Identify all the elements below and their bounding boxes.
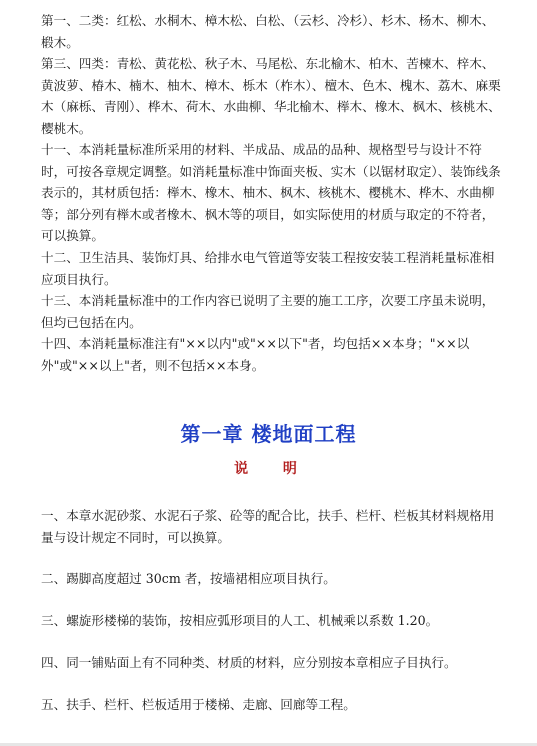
- chapter-title: 第一章 楼地面工程: [180, 422, 357, 446]
- paragraph-item-11: 十一、本消耗量标准所采用的材料、半成品、成品的品种、规格型号与设计不符时，可按各章规定调整。如消耗量标准中饰面夹板、实木（以锯材取定）、装饰线条表示的，其材质包括：榉木、橡木、柚木、枫木、核桃木、樱桃木、桦木、水曲柳等；部分列有榉木或者橡木、枫木等的项目，如实际使用的材质与取定的不符者，可以换算。: [41, 142, 501, 243]
- paragraph-wood-class-3-4: 第三、四类：青松、黄花松、秋子木、马尾松、东北榆木、柏木、苦楝木、梓木、黄波萝、椿木、楠木、柚木、樟木、栎木（柞木）、檀木、色木、槐木、荔木、麻栗木（麻栎、青刚）、桦木、荷木、水曲柳、华北榆木、榉木、橡木、枫木、核桃木、樱桃木。: [41, 56, 501, 136]
- paragraph-item-14: 十四、本消耗量标准注有"××以内"或"××以下"者，均包括××本身；"××以外"或"××以上"者，则不包括××本身。: [41, 336, 470, 373]
- paragraph-chapter1-item-1: 一、本章水泥砂浆、水泥石子浆、砼等的配合比，扶手、栏杆、栏板其材料规格用量与设计规定不同时，可以换算。: [41, 508, 495, 545]
- paragraph-chapter1-item-2: 二、踢脚高度超过 30cm 者，按墙裙相应项目执行。: [41, 571, 336, 586]
- paragraph-chapter1-item-5: 五、扶手、栏杆、栏板适用于楼梯、走廊、回廊等工程。: [41, 697, 356, 712]
- paragraph-chapter1-item-4: 四、同一铺贴面上有不同种类、材质的材料，应分别按本章相应子目执行。: [41, 655, 457, 670]
- paragraph-wood-class-1-2: 第一、二类：红松、水桐木、樟木松、白松、（云杉、冷杉）、杉木、杨木、柳木、椴木。: [41, 13, 495, 50]
- paragraph-chapter1-item-3: 三、螺旋形楼梯的装饰，按相应弧形项目的人工、机械乘以系数 1.20。: [41, 613, 439, 628]
- section-title: 说 明: [234, 461, 303, 477]
- paragraph-item-12: 十二、卫生洁具、装饰灯具、给排水电气管道等安装工程按安装工程消耗量标准相应项目执行。: [41, 250, 495, 287]
- paragraph-item-13: 十三、本消耗量标准中的工作内容已说明了主要的施工工序，次要工序虽未说明，但均已包括在内。: [41, 293, 495, 330]
